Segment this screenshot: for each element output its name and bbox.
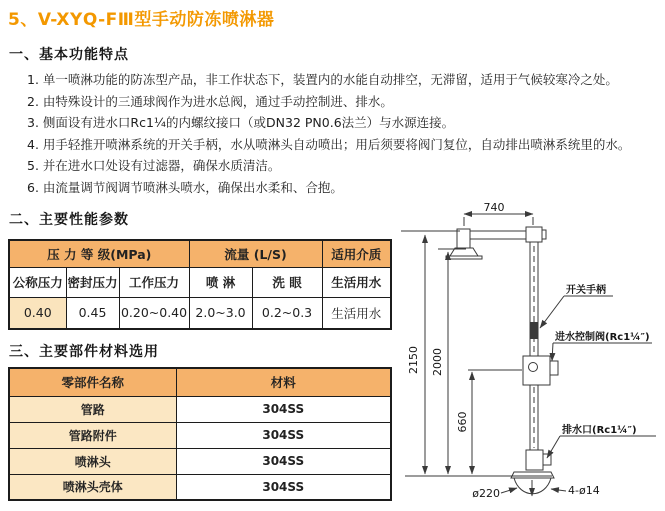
- drain-fitting: [526, 450, 543, 470]
- feature-item-3: 3. 侧面设有进水口Rc1¼的内螺纹接口（或DN32 PN0.6法兰）与水源连接。: [27, 115, 455, 131]
- performance-subheader-row: [9, 267, 391, 297]
- materials-row-pipe-fittings: [9, 422, 391, 448]
- dim-740: 740: [483, 201, 505, 214]
- header-medium: 适用介质: [322, 240, 391, 267]
- label-drain-outlet: 排水口(Rc1¼″): [562, 425, 637, 436]
- value-spray-flow: 2.0~3.0: [189, 297, 252, 329]
- subheader-spray: 喷 淋: [189, 267, 252, 297]
- subheader-nominal-pressure: 公称压力: [9, 267, 66, 297]
- part-material: 304SS: [176, 474, 391, 500]
- materials-row-pipe: [9, 396, 391, 422]
- value-eyewash-flow: 0.2~0.3: [252, 297, 322, 329]
- tee-cap: [542, 230, 546, 239]
- part-material: 304SS: [176, 448, 391, 474]
- shower-structure: [446, 227, 558, 496]
- dim-bolt-holes: 4-ø14: [568, 484, 600, 497]
- page-title: 5、V-XYQ-FⅢ型手动防冻喷淋器: [8, 10, 275, 30]
- inlet-port: [550, 361, 558, 375]
- header-pressure-group: 压 力 等 级(MPa): [9, 240, 189, 267]
- value-medium: 生活用水: [322, 297, 391, 329]
- header-flow-group: 流量 (L/S): [189, 240, 322, 267]
- feature-item-5: 5. 并在进水口处设有过滤器，确保水质清洁。: [27, 158, 281, 174]
- value-nominal-pressure: 0.40: [9, 297, 66, 329]
- base-flange: [511, 472, 554, 478]
- materials-row-shower-head: [9, 448, 391, 474]
- performance-header-row: [9, 240, 391, 267]
- technical-drawing: [400, 200, 665, 511]
- feature-item-1: 1. 单一喷淋功能的防冻型产品，非工作状态下，装置内的水能自动排空，无滞留，适用于气候较寒冷之处。: [27, 72, 618, 87]
- dim-2000: 2000: [431, 348, 444, 376]
- materials-table: [8, 367, 392, 501]
- top-arm-pipe: [470, 231, 526, 239]
- part-name: 喷淋头壳体: [9, 474, 176, 500]
- valve-stem: [529, 363, 538, 372]
- dim-2150: 2150: [407, 346, 420, 374]
- callout-labels: [472, 283, 656, 500]
- feature-item-6: 6. 由流量调节阀调节喷淋头喷水，确保出水柔和、合抱。: [27, 179, 343, 195]
- subheader-eyewash: 洗 眼: [252, 267, 322, 297]
- part-name: 喷淋头: [9, 448, 176, 474]
- subheader-seal-pressure: 密封压力: [66, 267, 119, 297]
- value-working-pressure: 0.20~0.40: [119, 297, 189, 329]
- feature-item-4: 4. 用手轻推开喷淋系统的开关手柄，水从喷淋头自动喷出；用后须要将阀门复位，自动排出喷淋系统里的水。: [27, 136, 631, 152]
- switch-handle: [530, 322, 538, 339]
- feature-item-2: 2. 由特殊设计的三通球阀作为进水总阀，通过手动控制进、排水。: [27, 93, 393, 109]
- subheader-medium-value: 生活用水: [322, 267, 391, 297]
- value-seal-pressure: 0.45: [66, 297, 119, 329]
- shower-head-disc: [446, 256, 482, 259]
- part-name: 管路附件: [9, 422, 176, 448]
- part-material: 304SS: [176, 396, 391, 422]
- dim-660: 660: [456, 411, 469, 433]
- section-heading-features: 一、基本功能特点: [9, 47, 129, 63]
- section-heading-performance: 二、主要性能参数: [9, 212, 129, 228]
- materials-header-row: [9, 368, 391, 396]
- header-part-name: 零部件名称: [9, 368, 176, 396]
- performance-value-row: [9, 297, 391, 329]
- materials-row-head-shell: [9, 474, 391, 500]
- part-name: 管路: [9, 396, 176, 422]
- dim-base-diameter: ø220: [472, 487, 500, 500]
- label-inlet-valve: 进水控制阀(Rc1¼″): [555, 332, 650, 343]
- section-heading-materials: 三、主要部件材料选用: [9, 344, 159, 360]
- feature-list: [27, 69, 659, 199]
- elbow-fitting: [457, 229, 470, 248]
- subheader-working-pressure: 工作压力: [119, 267, 189, 297]
- performance-table: [8, 239, 392, 330]
- drain-port: [543, 454, 551, 465]
- tee-fitting: [526, 227, 542, 242]
- label-switch-handle: 开关手柄: [566, 285, 606, 296]
- part-material: 304SS: [176, 422, 391, 448]
- header-material: 材料: [176, 368, 391, 396]
